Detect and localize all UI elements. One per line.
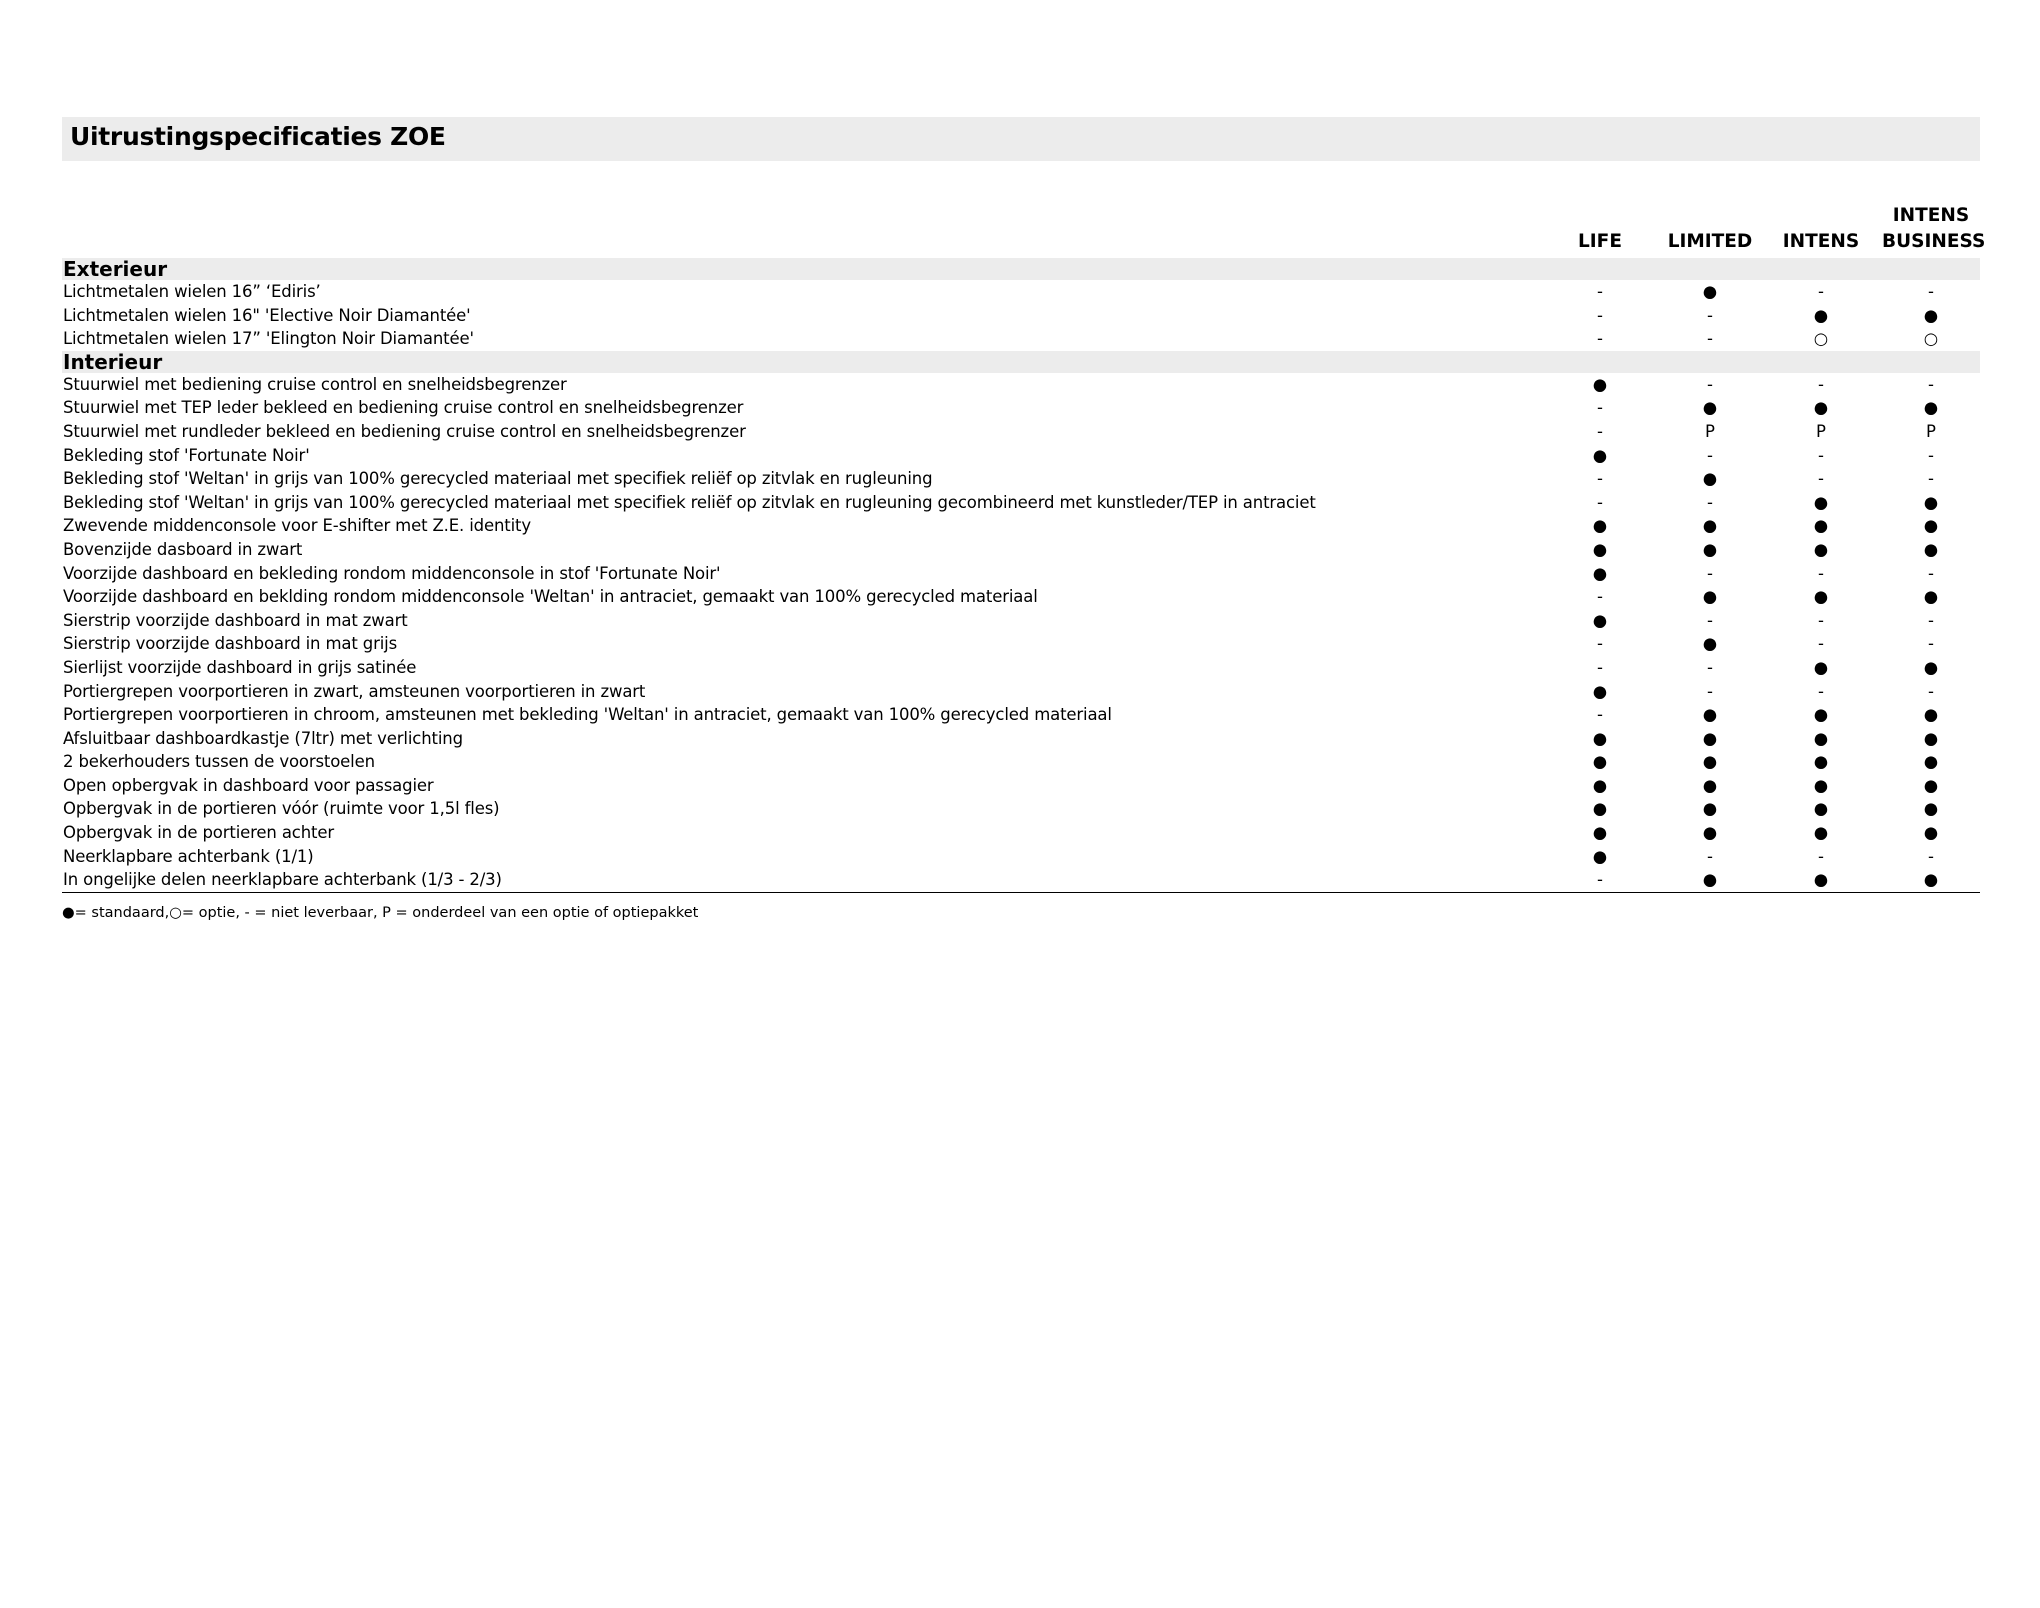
availability-intens: - <box>1818 445 1824 465</box>
table-row <box>62 774 1980 798</box>
table-row <box>62 420 1980 444</box>
feature-label: Voorzijde dashboard en beklding rondom middenconsole 'Weltan' in antraciet, gemaakt van 100% gerecycled materiaal <box>63 587 1038 607</box>
availability-life: - <box>1597 870 1603 890</box>
feature-label: Open opbergvak in dashboard voor passagier <box>63 775 434 795</box>
feature-label: Stuurwiel met TEP leder bekleed en bediening cruise control en snelheidsbegrenzer <box>63 398 744 418</box>
availability-intens-business: ● <box>1923 305 1939 325</box>
availability-limited: - <box>1707 374 1713 394</box>
availability-limited: ● <box>1702 799 1718 819</box>
availability-intens-business: - <box>1928 563 1934 583</box>
availability-intens-business: ● <box>1923 752 1939 772</box>
availability-intens-business: ○ <box>1923 329 1939 349</box>
availability-intens-business: ● <box>1923 728 1939 748</box>
availability-life: - <box>1597 329 1603 349</box>
feature-label: Bekleding stof 'Weltan' in grijs van 100% gerecycled materiaal met specifiek reliëf op zitvlak en rugleuning <box>63 469 933 489</box>
availability-life: ● <box>1592 752 1608 772</box>
table-row <box>62 632 1980 656</box>
availability-limited: - <box>1707 657 1713 677</box>
availability-limited: ● <box>1702 398 1718 418</box>
availability-intens-business: - <box>1928 445 1934 465</box>
availability-intens-business: ● <box>1923 657 1939 677</box>
availability-intens-business: - <box>1928 374 1934 394</box>
column-header-limited: LIMITED <box>1667 231 1753 252</box>
table-row <box>62 327 1980 351</box>
feature-label: Opbergvak in de portieren achter <box>63 823 334 843</box>
availability-life: - <box>1597 282 1603 301</box>
section-header: Interieur <box>62 351 1980 373</box>
feature-label: Voorzijde dashboard en bekleding rondom middenconsole in stof 'Fortunate Noir' <box>63 563 721 583</box>
availability-life: ● <box>1592 775 1608 795</box>
availability-life: - <box>1597 587 1603 607</box>
availability-intens: ○ <box>1813 329 1829 349</box>
table-row <box>62 538 1980 562</box>
availability-limited: ● <box>1702 516 1718 536</box>
column-header-life: LIFE <box>1578 231 1622 252</box>
section-header: Exterieur <box>62 258 1980 280</box>
availability-intens: ● <box>1813 728 1829 748</box>
table-row <box>62 868 1980 893</box>
availability-limited: ● <box>1702 705 1718 725</box>
spec-table <box>62 198 1986 893</box>
availability-intens-business: - <box>1928 634 1934 654</box>
availability-limited: ● <box>1702 539 1718 559</box>
availability-limited: - <box>1707 305 1713 325</box>
availability-intens: ● <box>1813 705 1829 725</box>
availability-life: ● <box>1592 445 1608 465</box>
page-title: Uitrustingspecificaties ZOE <box>70 122 446 151</box>
availability-intens: - <box>1818 469 1824 489</box>
availability-intens: ● <box>1813 305 1829 325</box>
availability-intens-business: P <box>1926 421 1936 441</box>
feature-label: Portiergrepen voorportieren in zwart, amsteunen voorportieren in zwart <box>63 681 646 701</box>
availability-intens: - <box>1818 563 1824 583</box>
availability-limited: ● <box>1702 282 1718 301</box>
table-row <box>62 514 1980 538</box>
table-row <box>62 845 1980 869</box>
availability-intens-business: - <box>1928 282 1934 301</box>
feature-label: In ongelijke delen neerklapbare achterbank (1/3 - 2/3) <box>63 870 502 890</box>
availability-life: ● <box>1592 516 1608 536</box>
availability-intens: ● <box>1813 657 1829 677</box>
availability-intens-business: ● <box>1923 398 1939 418</box>
table-row <box>62 656 1980 680</box>
availability-life: - <box>1597 421 1603 441</box>
availability-limited: ● <box>1702 469 1718 489</box>
availability-intens-business: ● <box>1923 539 1939 559</box>
availability-life: - <box>1597 469 1603 489</box>
availability-limited: - <box>1707 492 1713 512</box>
availability-intens-business: ● <box>1923 823 1939 843</box>
availability-intens: - <box>1818 681 1824 701</box>
availability-intens: ● <box>1813 799 1829 819</box>
availability-life: - <box>1597 492 1603 512</box>
feature-label: Lichtmetalen wielen 16" 'Elective Noir Diamantée' <box>63 305 471 325</box>
availability-intens: P <box>1816 421 1826 441</box>
availability-intens-business: - <box>1928 610 1934 630</box>
availability-intens-business: ● <box>1923 492 1939 512</box>
title-bar <box>62 117 1980 161</box>
availability-life: ● <box>1592 799 1608 819</box>
column-header-intens: INTENS <box>1782 231 1860 252</box>
availability-life: ● <box>1592 610 1608 630</box>
availability-life: ● <box>1592 681 1608 701</box>
legend: ●= standaard,○= optie, - = niet leverbaar, P = onderdeel van een optie of optiepakket <box>62 905 699 921</box>
availability-intens-business: ● <box>1923 870 1939 890</box>
availability-intens: - <box>1818 374 1824 394</box>
feature-label: Stuurwiel met bediening cruise control en snelheidsbegrenzer <box>63 374 567 394</box>
availability-intens-business: ● <box>1923 799 1939 819</box>
availability-life: ● <box>1592 539 1608 559</box>
availability-intens: - <box>1818 846 1824 866</box>
availability-intens-business: ● <box>1923 587 1939 607</box>
availability-limited: ● <box>1702 870 1718 890</box>
feature-label: Bovenzijde dasboard in zwart <box>63 539 303 559</box>
table-row <box>62 396 1980 420</box>
availability-limited: - <box>1707 681 1713 701</box>
availability-limited: ● <box>1702 634 1718 654</box>
feature-label: Bekleding stof 'Weltan' in grijs van 100% gerecycled materiaal met specifiek reliëf op zitvlak en rugleuning gecombineerd met kunstleder/TEP in antraciet <box>63 492 1316 512</box>
availability-life: - <box>1597 398 1603 418</box>
feature-label: Sierstrip voorzijde dashboard in mat zwart <box>63 610 408 630</box>
availability-limited: ● <box>1702 775 1718 795</box>
table-row <box>62 585 1980 609</box>
availability-intens: ● <box>1813 870 1829 890</box>
feature-label: Lichtmetalen wielen 17” 'Elington Noir Diamantée' <box>63 329 474 349</box>
availability-life: ● <box>1592 823 1608 843</box>
table-row <box>62 609 1980 633</box>
table-row <box>62 703 1980 727</box>
availability-limited: ● <box>1702 823 1718 843</box>
availability-life: ● <box>1592 563 1608 583</box>
availability-intens: ● <box>1813 752 1829 772</box>
availability-intens: ● <box>1813 516 1829 536</box>
feature-label: Afsluitbaar dashboardkastje (7ltr) met verlichting <box>63 728 463 748</box>
feature-label: Sierstrip voorzijde dashboard in mat grijs <box>63 634 398 654</box>
table-row <box>62 491 1980 515</box>
table-row <box>62 373 1980 397</box>
feature-label: Opbergvak in de portieren vóór (ruimte voor 1,5l fles) <box>63 799 500 819</box>
availability-limited: ● <box>1702 728 1718 748</box>
availability-intens: ● <box>1813 539 1829 559</box>
availability-life: - <box>1597 657 1603 677</box>
table-row <box>62 304 1980 328</box>
feature-label: Bekleding stof 'Fortunate Noir' <box>63 445 310 465</box>
availability-intens-business: - <box>1928 846 1934 866</box>
spec-sections <box>62 258 1980 893</box>
feature-label: Lichtmetalen wielen 16” ‘Ediris’ <box>63 282 321 301</box>
availability-limited: - <box>1707 610 1713 630</box>
availability-intens-business: ● <box>1923 516 1939 536</box>
availability-intens: - <box>1818 634 1824 654</box>
availability-intens: - <box>1818 610 1824 630</box>
table-row <box>62 727 1980 751</box>
availability-intens-business: - <box>1928 469 1934 489</box>
availability-limited: - <box>1707 445 1713 465</box>
availability-intens-business: ● <box>1923 705 1939 725</box>
availability-intens: ● <box>1813 587 1829 607</box>
availability-intens: - <box>1818 282 1824 301</box>
availability-life: - <box>1597 305 1603 325</box>
availability-intens: ● <box>1813 492 1829 512</box>
availability-limited: ● <box>1702 587 1718 607</box>
availability-intens-business: - <box>1928 681 1934 701</box>
availability-limited: P <box>1705 421 1715 441</box>
availability-life: - <box>1597 705 1603 725</box>
availability-life: ● <box>1592 728 1608 748</box>
availability-limited: - <box>1707 329 1713 349</box>
availability-limited: - <box>1707 563 1713 583</box>
availability-limited: ● <box>1702 752 1718 772</box>
table-row <box>62 680 1980 704</box>
availability-intens: ● <box>1813 398 1829 418</box>
table-row <box>62 821 1980 845</box>
table-row <box>62 280 1980 304</box>
feature-label: 2 bekerhouders tussen de voorstoelen <box>63 752 375 772</box>
availability-life: ● <box>1592 374 1608 394</box>
table-row <box>62 797 1980 821</box>
column-header-intens-business: INTENS BUSINESS <box>1882 205 1986 252</box>
feature-label: Stuurwiel met rundleder bekleed en bediening cruise control en snelheidsbegrenzer <box>63 421 746 441</box>
availability-life: ● <box>1592 846 1608 866</box>
availability-limited: - <box>1707 846 1713 866</box>
availability-intens-business: ● <box>1923 775 1939 795</box>
availability-intens: ● <box>1813 775 1829 795</box>
table-row <box>62 467 1980 491</box>
availability-intens: ● <box>1813 823 1829 843</box>
column-header-row <box>62 198 1986 258</box>
feature-label: Zwevende middenconsole voor E-shifter met Z.E. identity <box>63 516 531 536</box>
feature-label: Neerklapbare achterbank (1/1) <box>63 846 314 866</box>
table-row <box>62 562 1980 586</box>
feature-label: Portiergrepen voorportieren in chroom, amsteunen met bekleding 'Weltan' in antraciet, gemaakt van 100% gerecycled materiaal <box>63 705 1112 725</box>
table-row <box>62 750 1980 774</box>
feature-label: Sierlijst voorzijde dashboard in grijs satinée <box>63 657 417 677</box>
availability-life: - <box>1597 634 1603 654</box>
table-row <box>62 444 1980 468</box>
